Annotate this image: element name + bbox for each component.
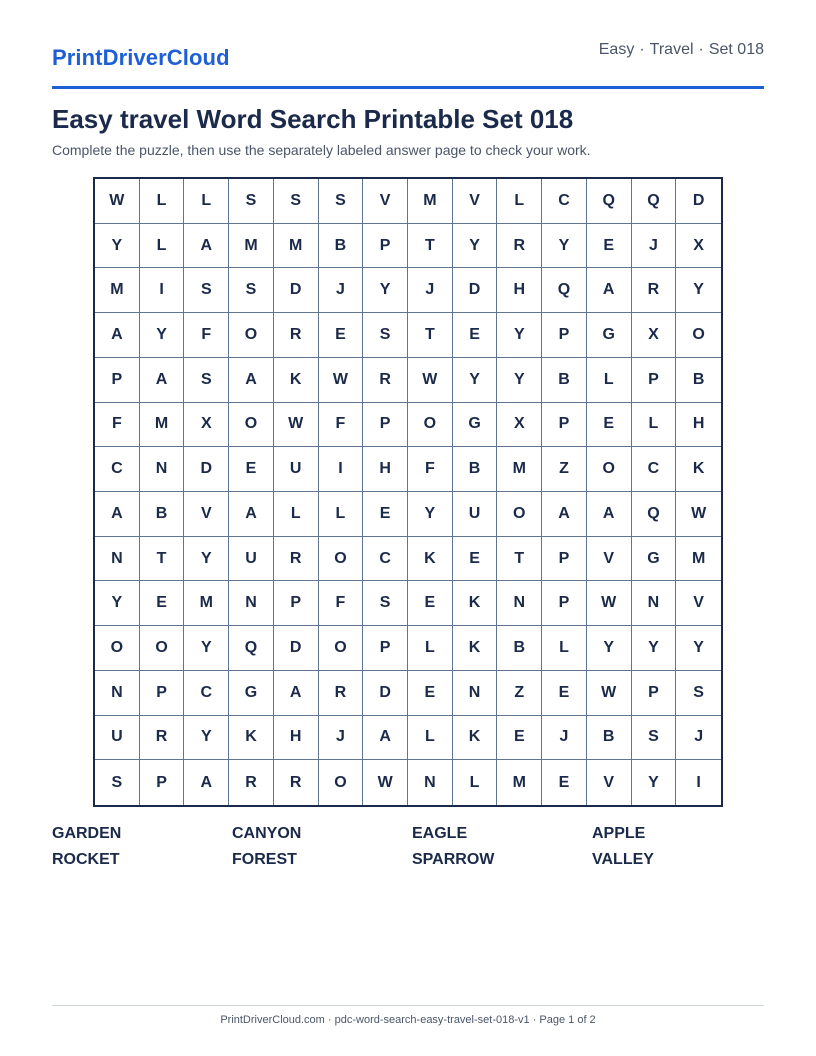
grid-cell: D [274,268,319,313]
grid-cell: L [453,760,498,805]
grid-cell: N [95,537,140,582]
grid-cell: U [274,447,319,492]
grid-cell: P [542,313,587,358]
grid-cell: N [497,581,542,626]
grid-cell: S [319,179,364,224]
grid-cell: Y [184,537,229,582]
grid-cell: W [274,403,319,448]
grid-cell: Y [95,224,140,269]
grid-cell: R [319,671,364,716]
grid-cell: H [274,716,319,761]
grid-cell: E [408,581,453,626]
grid-cell: P [542,403,587,448]
word-list-item: VALLEY [592,851,654,868]
grid-cell: B [497,626,542,671]
grid-cell: A [363,716,408,761]
grid-cell: Y [408,492,453,537]
grid-cell: C [363,537,408,582]
grid-cell: K [453,716,498,761]
grid-cell: B [453,447,498,492]
grid-cell: O [95,626,140,671]
grid-cell: W [587,581,632,626]
grid-cell: A [229,492,274,537]
grid-cell: O [319,760,364,805]
grid-cell: A [184,224,229,269]
grid-cell: O [229,403,274,448]
footer-divider [52,1005,764,1006]
grid-cell: L [274,492,319,537]
grid-cell: P [363,403,408,448]
grid-cell: S [363,313,408,358]
grid-cell: J [319,716,364,761]
grid-cell: J [319,268,364,313]
grid-cell: X [676,224,721,269]
grid-cell: P [363,224,408,269]
grid-cell: L [140,224,185,269]
grid-cell: O [140,626,185,671]
grid-cell: H [497,268,542,313]
grid-cell: I [140,268,185,313]
word-list [52,825,772,869]
grid-cell: R [274,760,319,805]
grid-cell: T [408,224,453,269]
grid-cell: K [676,447,721,492]
grid-cell: P [632,358,677,403]
grid-cell: B [676,358,721,403]
grid-cell: N [632,581,677,626]
grid-cell: W [363,760,408,805]
grid-cell: Y [676,626,721,671]
grid-cell: F [184,313,229,358]
grid-cell: A [587,492,632,537]
grid-cell: A [184,760,229,805]
grid-cell: O [676,313,721,358]
grid-cell: M [274,224,319,269]
grid-cell: G [453,403,498,448]
grid-cell: N [140,447,185,492]
grid-cell: N [408,760,453,805]
grid-cell: P [632,671,677,716]
grid-cell: K [229,716,274,761]
grid-cell: S [632,716,677,761]
grid-cell: O [229,313,274,358]
grid-cell: G [587,313,632,358]
grid-cell: M [497,760,542,805]
grid-cell: W [408,358,453,403]
page-title: Easy travel Word Search Printable Set 018 [52,104,574,134]
grid-cell: B [319,224,364,269]
grid-cell: Y [497,358,542,403]
grid-cell: P [95,358,140,403]
grid-cell: B [140,492,185,537]
grid-cell: W [676,492,721,537]
grid-cell: Z [542,447,587,492]
grid-cell: R [632,268,677,313]
meta-difficulty: Easy [598,41,635,58]
grid-cell: D [363,671,408,716]
grid-cell: V [676,581,721,626]
grid-cell: R [140,716,185,761]
grid-cell: Q [542,268,587,313]
grid-cell: M [229,224,274,269]
grid-cell: Q [229,626,274,671]
grid-cell: T [497,537,542,582]
meta-separator: · [639,41,645,58]
word-list-item: GARDEN [52,825,122,842]
grid-cell: L [319,492,364,537]
grid-cell: L [408,716,453,761]
grid-cell: J [408,268,453,313]
grid-cell: R [363,358,408,403]
grid-cell: R [274,537,319,582]
grid-cell: D [184,447,229,492]
grid-cell: I [319,447,364,492]
grid-cell: M [497,447,542,492]
grid-cell: K [453,581,498,626]
grid-cell: R [229,760,274,805]
grid-cell: U [453,492,498,537]
grid-cell: K [274,358,319,403]
grid-cell: M [184,581,229,626]
grid-cell: O [587,447,632,492]
grid-cell: G [632,537,677,582]
grid-cell: R [274,313,319,358]
grid-cell: U [95,716,140,761]
page-footer: PrintDriverCloud.com · pdc-word-search-easy-travel-set-018-v1 · Page 1 of 2 [220,1014,596,1026]
grid-cell: Y [676,268,721,313]
grid-cell: O [408,403,453,448]
grid-cell: J [542,716,587,761]
grid-cell: S [229,179,274,224]
grid-cell: H [363,447,408,492]
grid-cell: Q [587,179,632,224]
grid-cell: Y [497,313,542,358]
grid-cell: C [632,447,677,492]
grid-cell: J [676,716,721,761]
grid-cell: S [184,358,229,403]
grid-cell: F [319,403,364,448]
grid-cell: M [676,537,721,582]
grid-cell: P [140,671,185,716]
grid-cell: W [95,179,140,224]
grid-cell: E [229,447,274,492]
grid-cell: F [319,581,364,626]
grid-cell: Y [453,224,498,269]
grid-cell: R [497,224,542,269]
grid-cell: E [140,581,185,626]
page-subtitle: Complete the puzzle, then use the separately labeled answer page to check your work. [52,142,591,158]
grid-cell: P [140,760,185,805]
grid-cell: Z [497,671,542,716]
grid-cell: Y [632,626,677,671]
meta-separator: · [698,41,704,58]
grid-cell: C [184,671,229,716]
grid-cell: V [363,179,408,224]
grid-cell: T [408,313,453,358]
grid-cell: V [587,760,632,805]
word-search-grid [93,177,723,807]
grid-cell: P [363,626,408,671]
grid-cell: J [632,224,677,269]
word-list-item: CANYON [232,825,302,842]
grid-cell: Y [632,760,677,805]
brand-logo-text: PrintDriverCloud [52,45,230,70]
grid-cell: S [363,581,408,626]
word-list-item: APPLE [592,825,646,842]
grid-cell: B [587,716,632,761]
grid-cell: A [95,492,140,537]
grid-cell: S [676,671,721,716]
word-list-item: SPARROW [412,851,495,868]
grid-cell: A [274,671,319,716]
grid-cell: P [542,537,587,582]
grid-cell: Y [184,626,229,671]
grid-cell: W [587,671,632,716]
meta-set: Set 018 [708,41,764,58]
grid-cell: M [408,179,453,224]
grid-cell: M [95,268,140,313]
grid-cell: X [497,403,542,448]
meta-theme: Travel [649,41,694,58]
grid-cell: F [95,403,140,448]
grid-cell: Y [587,626,632,671]
grid-cell: M [140,403,185,448]
grid-cell: O [319,537,364,582]
grid-cell: Y [363,268,408,313]
grid-cell: U [229,537,274,582]
grid-cell: C [542,179,587,224]
grid-cell: S [184,268,229,313]
grid-cell: I [696,773,701,791]
grid-cell: D [453,268,498,313]
grid-cell: Y [95,581,140,626]
grid-cell: S [95,760,140,805]
grid-cell: W [319,358,364,403]
grid-cell: T [140,537,185,582]
grid-cell: L [632,403,677,448]
grid-cell: B [542,358,587,403]
grid-cell: D [274,626,319,671]
grid-cell: E [497,716,542,761]
grid-cell: Y [140,313,185,358]
grid-cell: X [632,313,677,358]
word-list-item: EAGLE [412,825,468,842]
word-list-item: FOREST [232,851,297,868]
grid-cell: E [453,313,498,358]
grid-cell: P [542,581,587,626]
word-list-item: ROCKET [52,851,120,868]
grid-cell: N [453,671,498,716]
grid-cell: A [542,492,587,537]
grid-cell: L [542,626,587,671]
grid-cell: K [453,626,498,671]
grid-cell: E [363,492,408,537]
grid-cell: A [229,358,274,403]
grid-cell: O [497,492,542,537]
grid-cell: Y [184,716,229,761]
puzzle-meta [599,41,764,59]
grid-cell: Y [453,358,498,403]
page-header [52,40,764,89]
grid-cell: E [587,224,632,269]
grid-cell: E [542,760,587,805]
grid-cell: E [319,313,364,358]
grid-cell: Q [632,492,677,537]
grid-cell: F [408,447,453,492]
grid-cell: L [587,358,632,403]
grid-cell: S [229,268,274,313]
grid-cell: E [587,403,632,448]
grid-cell: L [140,179,185,224]
grid-cell: V [184,492,229,537]
grid-cell: D [676,179,721,224]
grid-cell: V [587,537,632,582]
grid-cell: Y [542,224,587,269]
grid-cell: V [453,179,498,224]
grid-cell: N [229,581,274,626]
grid-cell: E [408,671,453,716]
grid-cell: P [274,581,319,626]
grid-cell: G [229,671,274,716]
grid-cell: S [274,179,319,224]
grid-cell: L [497,179,542,224]
grid-cell: N [95,671,140,716]
grid-cell: E [453,537,498,582]
grid-cell: H [676,403,721,448]
grid-cell: L [184,179,229,224]
grid-cell: O [319,626,364,671]
grid-cell: E [542,671,587,716]
grid-cell: A [587,268,632,313]
grid-cell: A [95,313,140,358]
grid-cell: K [408,537,453,582]
grid-cell: X [184,403,229,448]
grid-cell: Q [632,179,677,224]
grid-cell: L [408,626,453,671]
grid-cell: C [95,447,140,492]
grid-cell: A [140,358,185,403]
